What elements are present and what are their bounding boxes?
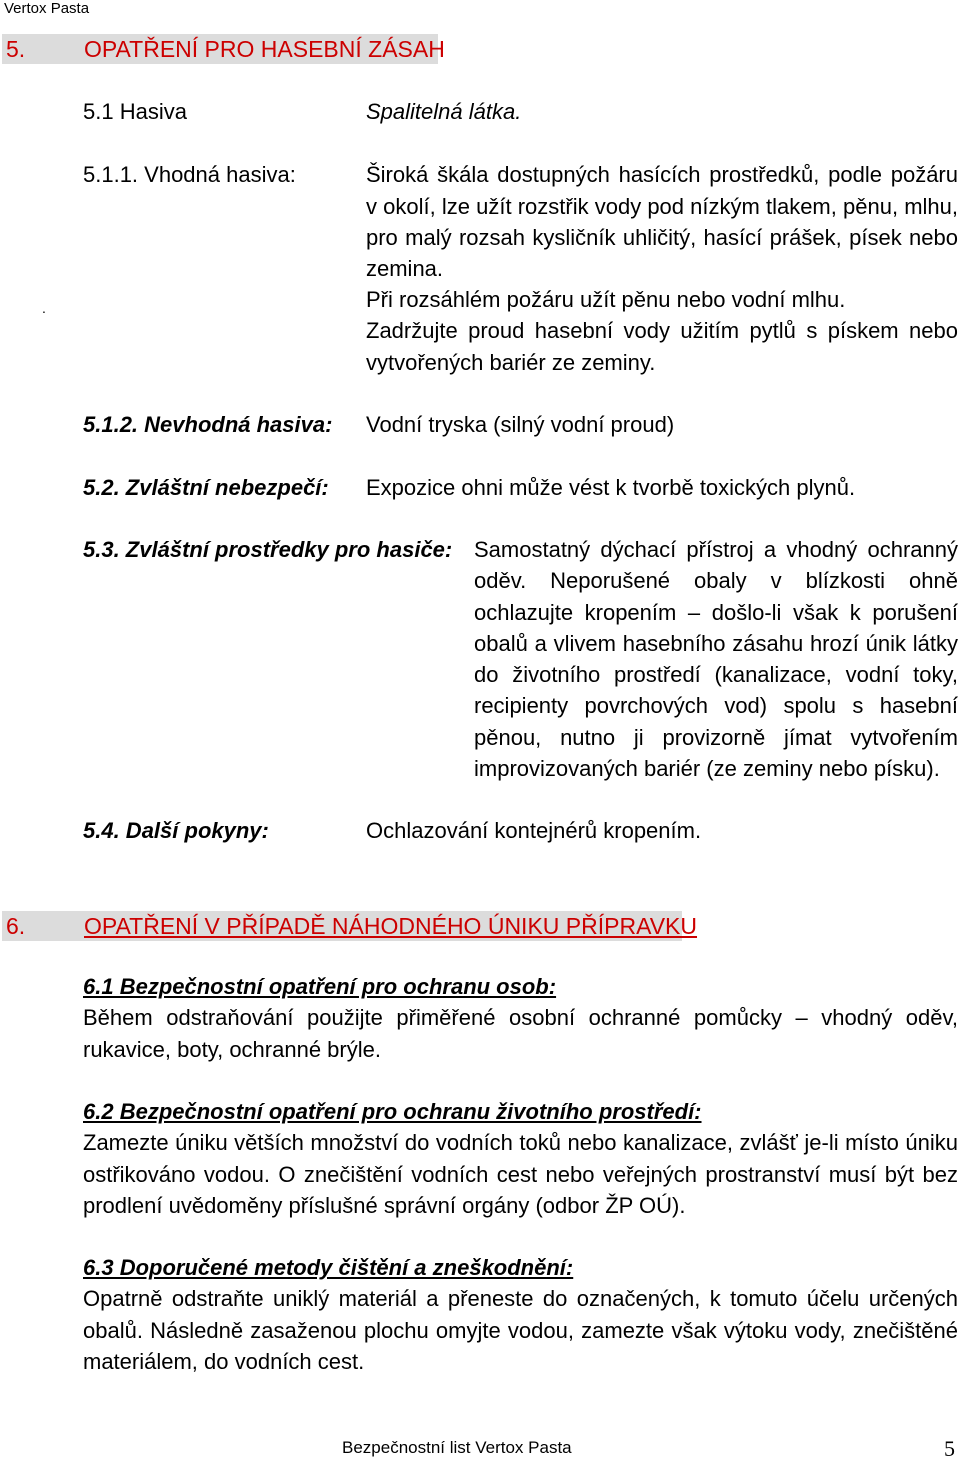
footer-text: Bezpečnostní list Vertox Pasta <box>342 1438 572 1457</box>
s511-line-4: zemina. <box>366 256 444 281</box>
s61-line-2: rukavice, boty, ochranné brýle. <box>83 1037 381 1062</box>
section-5-title: OPATŘENÍ PRO HASEBNÍ ZÁSAH <box>84 36 445 62</box>
s511-line-7: vytvořených bariér ze zeminy. <box>366 350 656 375</box>
s62-heading: 6.2 Bezpečnostní opatření pro ochranu životního prostředí: <box>83 1099 702 1124</box>
s54-label: 5.4. Další pokyny: <box>83 818 269 843</box>
s53-line-6: recipienty povrchových vod) spolu s hasební <box>474 693 958 718</box>
s53-line-4: obalů a vlivem hasebního zásahu hrozí únik látky <box>474 631 958 656</box>
s511-line-5: Při rozsáhlém požáru užít pěnu nebo vodní mlhu. <box>366 287 846 312</box>
s511-line-6: Zadržujte proud hasební vody užitím pytlů s pískem nebo <box>366 318 958 343</box>
s53-line-3: ochlazujte kropením – došlo-li však k porušení <box>474 600 958 625</box>
section-5-heading <box>2 34 445 64</box>
s62-line-2: ostřikováno vodou. O znečištění vodních cest nebo veřejných prostranství musí být bez <box>83 1162 958 1187</box>
s63-line-2: obalů. Následně zasaženou plochu omyjte vodou, zamezte však výtoku vody, znečištěné <box>83 1318 958 1343</box>
s512-value: Vodní tryska (silný vodní proud) <box>366 412 675 437</box>
section-5-number: 5. <box>6 36 26 62</box>
s61-heading: 6.1 Bezpečnostní opatření pro ochranu osob: <box>83 974 557 999</box>
s53-line-5: do životního prostředí (kanalizace, vodní toky, <box>474 662 958 687</box>
s512-label: 5.1.2. Nevhodná hasiva: <box>83 412 333 437</box>
s53-label: 5.3. Zvláštní prostředky pro hasiče: <box>83 537 453 562</box>
page-header: Vertox Pasta <box>4 0 90 17</box>
s62-line-1: Zamezte úniku větších množství do vodních toků nebo kanalizace, zvlášť je-li místo úniku <box>83 1130 958 1155</box>
section-6-heading <box>2 911 698 941</box>
s53-line-1: Samostatný dýchací přístroj a vhodný ochranný <box>474 537 958 562</box>
s52-label: 5.2. Zvláštní nebezpečí: <box>83 475 329 500</box>
s63-line-3: materiálem, do vodních cest. <box>83 1349 365 1374</box>
s511-label: 5.1.1. Vhodná hasiva: <box>83 162 296 187</box>
s53-line-2: oděv. Neporušené obaly v blízkosti ohně <box>474 568 958 593</box>
stray-dot: . <box>42 300 46 316</box>
s53-line-7: pěnou, nutno ji provizorně jímat vytvořením <box>474 725 958 750</box>
s54-value: Ochlazování kontejnérů kropením. <box>366 818 702 843</box>
s511-line-2: v okolí, lze užít rozstřik vody pod nízkým tlakem, pěnu, mlhu, <box>366 194 958 219</box>
s61-line-1: Během odstraňování použijte přiměřené osobní ochranné pomůcky – vhodný oděv, <box>83 1005 958 1030</box>
section-6-title: OPATŘENÍ V PŘÍPADĚ NÁHODNÉHO ÚNIKU PŘÍPRAVKU <box>84 913 698 939</box>
s53-line-8: improvizovaných bariér (ze zeminy nebo písku). <box>474 756 940 781</box>
section-6-number: 6. <box>6 913 26 939</box>
s52-value: Expozice ohni může vést k tvorbě toxických plynů. <box>366 475 856 500</box>
s51-label: 5.1 Hasiva <box>83 99 187 124</box>
s63-line-1: Opatrně odstraňte uniklý materiál a přeneste do označených, k tomuto účelu určených <box>83 1286 958 1311</box>
s51-value: Spalitelná látka. <box>366 99 522 124</box>
s511-line-1: Široká škála dostupných hasících prostředků, podle požáru <box>366 162 958 187</box>
page-number: 5 <box>944 1436 955 1461</box>
s62-line-3: prodlení uvědoměny příslušné správní orgány (odbor ŽP OÚ). <box>83 1193 686 1218</box>
s63-heading: 6.3 Doporučené metody čištění a zneškodnění: <box>83 1255 574 1280</box>
s511-line-3: pro malý rozsah kysličník uhličitý, hasící prášek, písek nebo <box>366 225 958 250</box>
